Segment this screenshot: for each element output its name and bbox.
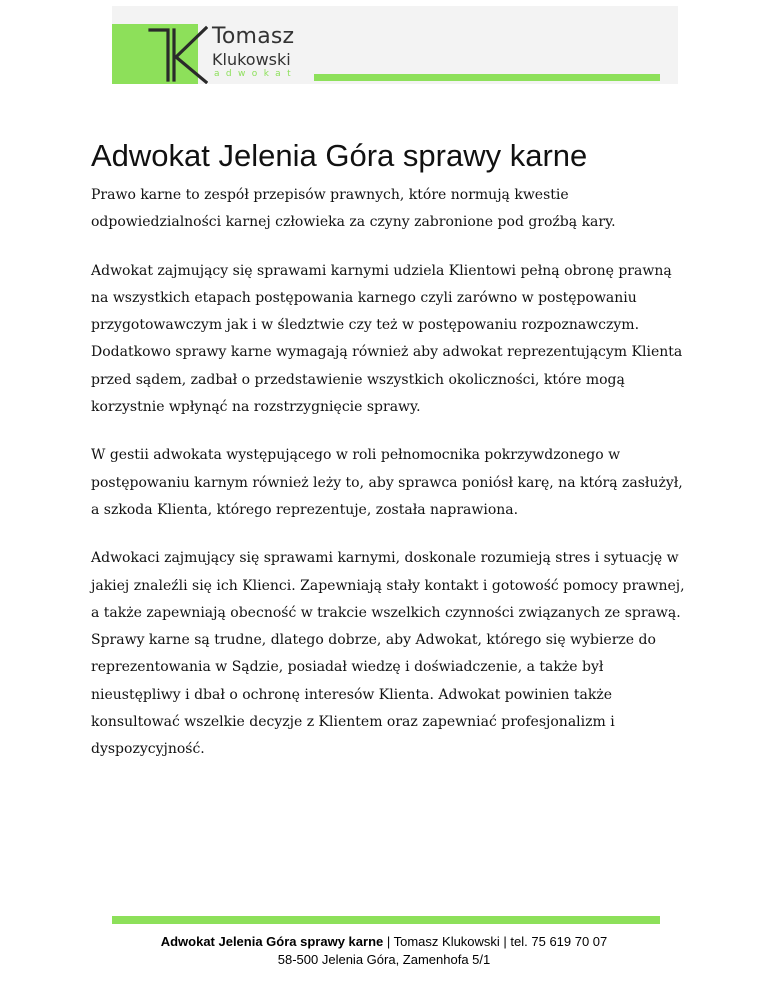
paragraph: Adwokaci zajmujący się sprawami karnymi, doskonale rozumieją stres i sytuację w jakiej znaleźli się ich Klienci. Zapewniają stały kontakt i gotowość pomocy prawnej, a także zapewniają obecność w trakcie wszelkich czynności związanych ze sprawą. Sprawy karne są trudne, dlatego dobrze, aby Adwokat, którego się wybierze do reprezentowania w Sądzie, posiadał wiedzę i doświadczenie, a także był nieustępliwy i dbał o ochronę interesów Klienta. Adwokat powinien także konsultować wszelkie decyzje z Klientem oraz zapewniać profesjonalizm i dyspozycyjność.	[91, 550, 685, 758]
footer-address: 58-500 Jelenia Góra, Zamenhofa 5/1	[277, 952, 491, 967]
footer-contact-line	[0, 934, 768, 950]
page-title: Adwokat Jelenia Góra sprawy karne	[91, 138, 588, 173]
footer-title: Adwokat Jelenia Góra sprawy karne	[160, 934, 384, 949]
logo-subtitle: adwokat	[214, 69, 297, 79]
logo-initials-mark	[148, 24, 208, 84]
logo-initials: TK	[178, 79, 180, 80]
footer-contact: | Tomasz Klukowski | tel. 75 619 70 07	[383, 934, 608, 949]
paragraph: W gestii adwokata występującego w roli pełnomocnika pokrzywdzonego w postępowaniu karnym również leży to, aby sprawca poniósł karę, na którą zasłużył, a szkoda Klienta, którego reprezentuje, została naprawiona.	[91, 447, 683, 518]
footer-accent-bar	[112, 916, 660, 924]
paragraph: Prawo karne to zespół przepisów prawnych, które normują kwestie odpowiedzialności karnej człowieka za czyny zabronione pod groźbą kary.	[91, 187, 616, 231]
paragraph: Adwokat zajmujący się sprawami karnymi udziela Klientowi pełną obronę prawną na wszystkich etapach postępowania karnego czyli zarówno w postępowaniu przygotowawczym jak i w śledztwie czy też w postępowaniu rozpoznawczym. Dodatkowo sprawy karne wymagają również aby adwokat reprezentującym Klienta przed sądem, zadbał o przedstawienie wszystkich okoliczności, które mogą korzystnie wpłynąć na rozstrzygnięcie sprawy.	[91, 262, 683, 416]
logo-accent-line	[314, 74, 660, 81]
logo-name-first: Tomasz	[212, 24, 295, 49]
article-body	[91, 182, 691, 785]
logo-name-last: Klukowski	[212, 50, 291, 69]
